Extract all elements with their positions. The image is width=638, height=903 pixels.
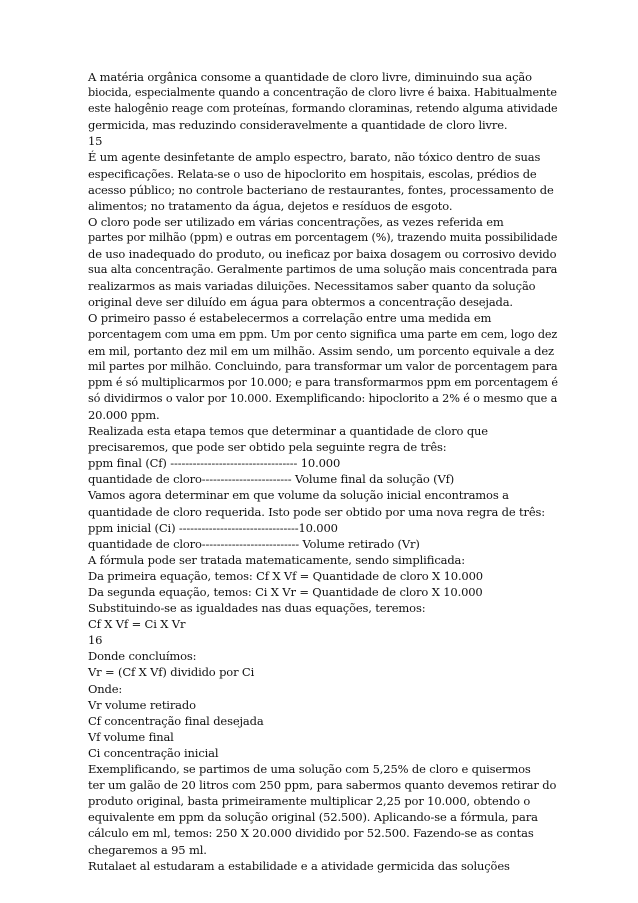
text-line: A fórmula pode ser tratada matematicamente, sendo simplificada: bbox=[88, 552, 465, 567]
text-line: Donde concluímos: bbox=[88, 649, 197, 664]
text-line: 15 bbox=[88, 134, 103, 149]
text-line: cálculo em ml, temos: 250 X 20.000 dividido por 52.500. Fazendo-se as contas bbox=[88, 826, 534, 841]
text-line: realizarmos as mais variadas diluições. Necessitamos saber quanto da solução bbox=[88, 279, 536, 294]
text-line: Onde: bbox=[88, 681, 123, 696]
text-line: É um agente desinfetante de amplo espectro, barato, não tóxico dentro de suas bbox=[88, 150, 541, 165]
text-line: quantidade de cloro------------------------ Volume final da solução (Vf) bbox=[88, 472, 455, 487]
document-body bbox=[88, 69, 558, 874]
text-line: ppm inicial (Ci) --------------------------------10.000 bbox=[88, 520, 338, 535]
text-line: acesso público; no controle bacteriano de restaurantes, fontes, processamento de bbox=[88, 182, 554, 197]
text-line: sua alta concentração. Geralmente partimos de uma solução mais concentrada para bbox=[88, 263, 558, 277]
text-line: germicida, mas reduzindo consideravelmente a quantidade de cloro livre. bbox=[88, 118, 508, 133]
text-line: em mil, portanto dez mil em um milhão. Assim sendo, um porcento equivale a dez bbox=[88, 343, 554, 358]
text-line: O primeiro passo é estabelecermos a correlação entre uma medida em bbox=[88, 311, 492, 326]
text-line: original deve ser diluído em água para obtermos a concentração desejada. bbox=[88, 295, 513, 310]
text-line: equivalente em ppm da solução original (52.500). Aplicando-se a fórmula, para bbox=[88, 810, 538, 825]
text-line: A matéria orgânica consome a quantidade de cloro livre, diminuindo sua ação bbox=[88, 70, 532, 84]
text-line: Vamos agora determinar em que volume da solução inicial encontramos a bbox=[88, 488, 509, 503]
text-line: de uso inadequado do produto, ou ineficaz por baixa dosagem ou corrosivo devido bbox=[88, 247, 557, 262]
text-line: biocida, especialmente quando a concentração de cloro livre é baixa. Habitualmente bbox=[88, 86, 557, 100]
text-line: chegaremos a 95 ml. bbox=[88, 842, 207, 857]
text-line: precisaremos, que pode ser obtido pela seguinte regra de três: bbox=[88, 440, 447, 455]
text-line: Rutalaet al estudaram a estabilidade e a atividade germicida das soluções bbox=[88, 858, 510, 873]
text-line: alimentos; no tratamento da água, dejetos e resíduos de esgoto. bbox=[88, 198, 453, 213]
text-line: quantidade de cloro requerida. Isto pode ser obtido por uma nova regra de três: bbox=[88, 504, 545, 519]
text-line: O cloro pode ser utilizado em várias concentrações, as vezes referida em bbox=[88, 214, 504, 229]
text-line: ppm final (Cf) ---------------------------------- 10.000 bbox=[88, 456, 341, 471]
text-line: produto original, basta primeiramente multiplicar 2,25 por 10.000, obtendo o bbox=[88, 794, 531, 809]
text-line: Da segunda equação, temos: Ci X Vr = Quantidade de cloro X 10.000 bbox=[88, 585, 483, 599]
text-line: ppm é só multiplicarmos por 10.000; e para transformarmos ppm em porcentagem é bbox=[88, 375, 558, 389]
text-line: 16 bbox=[88, 633, 103, 648]
text-line: este halogênio reage com proteínas, formando cloraminas, retendo alguma atividade bbox=[88, 102, 558, 116]
text-line: Vr volume retirado bbox=[88, 697, 196, 712]
text-line: Vr = (Cf X Vf) dividido por Ci bbox=[88, 665, 255, 680]
text-line: Realizada esta etapa temos que determinar a quantidade de cloro que bbox=[88, 424, 488, 439]
text-line: 20.000 ppm. bbox=[88, 407, 160, 422]
text-line: porcentagem com uma em ppm. Um por cento significa uma parte em cem, logo dez bbox=[88, 327, 558, 341]
text-line: Da primeira equação, temos: Cf X Vf = Quantidade de cloro X 10.000 bbox=[88, 568, 483, 583]
text-line: mil partes por milhão. Concluindo, para transformar um valor de porcentagem para bbox=[88, 359, 558, 373]
text-line: especificações. Relata-se o uso de hipoclorito em hospitais, escolas, prédios de bbox=[88, 166, 537, 181]
text-line: ter um galão de 20 litros com 250 ppm, para sabermos quanto devemos retirar do bbox=[88, 778, 557, 793]
text-line: Cf X Vf = Ci X Vr bbox=[88, 617, 186, 632]
text-line: Vf volume final bbox=[88, 729, 174, 744]
text-line: Ci concentração inicial bbox=[88, 745, 219, 760]
text-line: Cf concentração final desejada bbox=[88, 713, 264, 728]
text-line: só dividirmos o valor por 10.000. Exemplificando: hipoclorito a 2% é o mesmo que a bbox=[88, 391, 558, 405]
text-line: Substituindo-se as igualdades nas duas equações, teremos: bbox=[88, 601, 426, 616]
text-line: partes por milhão (ppm) e outras em porcentagem (%), trazendo muita possibilidade bbox=[88, 230, 558, 244]
text-line: Exemplificando, se partimos de uma solução com 5,25% de cloro e quisermos bbox=[88, 762, 531, 777]
text-line: quantidade de cloro-------------------------- Volume retirado (Vr) bbox=[88, 536, 420, 551]
